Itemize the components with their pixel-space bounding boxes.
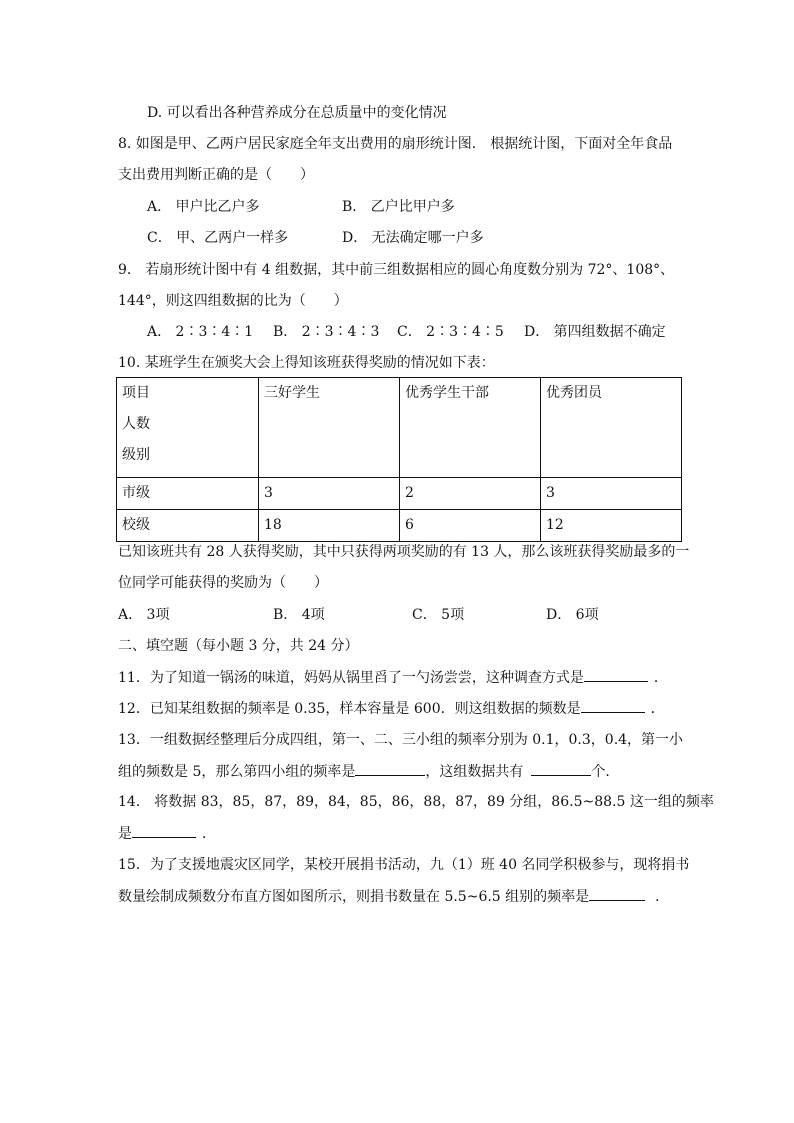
table-corner-cell <box>117 378 259 478</box>
q10-intro: 10. 某班学生在颁奖大会上得知该班获得奖励的情况如下表： <box>118 355 495 371</box>
column-header: 优秀学生干部 <box>400 378 541 478</box>
q10-option-b: B． 4项 <box>273 607 325 623</box>
q14-line2 <box>118 824 216 843</box>
q13-answer-blank-2[interactable] <box>531 762 591 776</box>
q11-end: ． <box>653 670 668 686</box>
column-header: 优秀团员 <box>541 378 682 478</box>
table-cell: 12 <box>541 510 682 542</box>
q8-option-c: C． 甲、乙两户一样多 <box>147 230 289 246</box>
q8-option-d: D． 无法确定哪一户多 <box>342 230 484 246</box>
corner-label-count: 人数 <box>122 416 150 432</box>
q12-answer-blank[interactable] <box>581 699 645 713</box>
q15-text: 数量绘制成频数分布直方图如图所示，则捐书数量在 5.5~6.5 组别的频率是 <box>118 889 590 905</box>
q9-option-c: C． 2∶3∶4∶5 <box>397 324 504 340</box>
q8-option-a: A． 甲户比乙户多 <box>147 199 260 215</box>
corner-label-item: 项目 <box>122 385 150 401</box>
q12-line <box>118 699 665 718</box>
q8-stem-line2: 支出费用判断正确的是（ ） <box>118 167 314 183</box>
q10-option-c: C． 5项 <box>412 607 465 623</box>
table-row <box>117 478 682 510</box>
q9-stem-line1: 9． 若扇形统计图中有 4 组数据，其中前三组数据相应的圆心角度数分别为 72°、108°、 <box>118 262 675 278</box>
q13-text-a: 组的频数是 5，那么第四小组的频率是 <box>118 764 356 780</box>
q15-answer-blank[interactable] <box>589 887 645 901</box>
q10-option-a: A． 3项 <box>118 607 170 623</box>
q14-end: ． <box>202 826 216 842</box>
q11-line <box>118 668 668 687</box>
table-row <box>117 510 682 542</box>
section-heading-fill-in: 二、填空题（每小题 3 分，共 24 分） <box>118 638 359 654</box>
corner-label-level: 级别 <box>122 447 150 463</box>
q8-stem-line1: 8. 如图是甲、乙两户居民家庭全年支出费用的扇形统计图． 根据统计图，下面对全年食品 <box>118 136 673 152</box>
q11-text: 11．为了知道一锅汤的味道，妈妈从锅里舀了一勺汤尝尝，这种调查方式是 <box>118 670 584 686</box>
q13-text-b: ，这组数据共有 <box>425 764 524 780</box>
q12-end: ． <box>650 701 665 717</box>
row-label: 市级 <box>117 478 259 510</box>
table-cell: 3 <box>259 478 400 510</box>
q12-text: 12．已知某组数据的频率是 0.35，样本容量是 600．则这组数据的频数是 <box>118 701 581 717</box>
q10-stem-line2: 位同学可能获得的奖励为（ ） <box>118 575 328 591</box>
q9-option-d: D． 第四组数据不确定 <box>524 324 666 340</box>
q10-stem-line1: 已知该班共有 28 人获得奖励，其中只获得两项奖励的有 13 人，那么该班获得奖励最多的一 <box>118 544 690 560</box>
q13-stem-line1: 13．一组数据经整理后分成四组，第一、二、三小组的频率分别为 0.1，0.3，0.4，第一小 <box>118 732 684 748</box>
q7-option-d: D. 可以看出各种营养成分在总质量中的变化情况 <box>147 105 447 121</box>
q8-option-b: B． 乙户比甲户多 <box>342 199 455 215</box>
awards-table <box>116 377 682 542</box>
q9-stem-line2: 144°，则这四组数据的比为（ ） <box>118 293 348 309</box>
row-label: 校级 <box>117 510 259 542</box>
q15-end: ． <box>655 889 670 905</box>
table-cell: 6 <box>400 510 541 542</box>
table-cell: 3 <box>541 478 682 510</box>
q9-option-b: B． 2∶3∶4∶3 <box>273 324 380 340</box>
table-cell: 2 <box>400 478 541 510</box>
q10-option-d: D． 6项 <box>546 607 599 623</box>
q15-stem-line1: 15．为了支援地震灾区同学，某校开展捐书活动，九（1）班 40 名同学积极参与，现将捐书 <box>118 857 690 873</box>
q9-option-a: A． 2∶3∶4∶1 <box>147 324 254 340</box>
q13-text-c: 个． <box>591 764 620 780</box>
q14-answer-blank[interactable] <box>132 824 196 838</box>
table-cell: 18 <box>259 510 400 542</box>
q14-text-a: 是 <box>118 826 132 842</box>
q11-answer-blank[interactable] <box>584 668 648 682</box>
q13-answer-blank-1[interactable] <box>355 762 425 776</box>
q15-line2 <box>118 887 669 906</box>
table-header-row <box>117 378 682 478</box>
column-header: 三好学生 <box>259 378 400 478</box>
q14-stem-line1: 14． 将数据 83，85，87，89，84，85，86，88，87，89 分组，86.5~88.5 这一组的频率 <box>118 794 714 810</box>
q13-line2 <box>118 762 619 781</box>
